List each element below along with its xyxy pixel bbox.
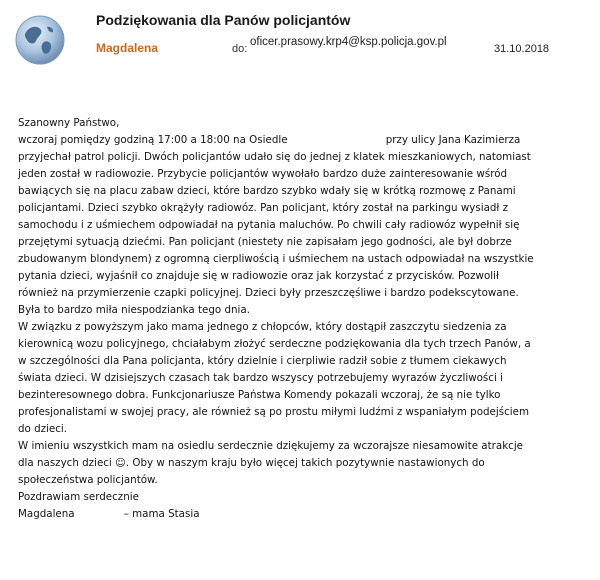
body-line: W związku z powyższym jako mama jednego z chłopców, który dostąpił zaszczytu siedzenia za [18,321,507,333]
body-line: również na przymierzenie czapki policyjnej. Dzieci były przeszczęśliwe i bardzo podekscytowane. [18,287,519,299]
body-line: zbudowanym blondynem) z ogromną cierpliwością i uśmiechem na ustach odpowiadał na wszystkie [18,253,534,265]
body-line: do dzieci. [18,423,68,435]
globe-icon [14,14,66,66]
body-line: świata dzieci. W dzisiejszych czasach tak bardzo wszyscy potrzebujemy wyrazów życzliwości i [18,372,503,384]
message-body [18,115,592,523]
body-line: W imieniu wszystkich mam na osiedlu serdecznie dziękujemy za wczorajsze niesamowite atrakcje [18,440,524,452]
message-subject: Podziękowania dla Panów policjantów [96,12,351,28]
body-line: dla naszych dzieci ☺. Oby w naszym kraju było więcej takich pozytywnie nastawionych do [18,457,485,469]
body-line: w szczególności dla Pana policjanta, który dzielnie i cierpliwie radził sobie z tłumem ciekawych [18,355,507,367]
message-date: 31.10.2018 [494,43,550,55]
body-line: bawiących się na placu zabaw dzieci, które bardzo szybko wdały się w krótką rozmowę z Panami [18,185,516,197]
body-line: Pozdrawiam serdecznie [18,491,139,503]
body-line: społeczeństwa policjantów. [18,474,158,486]
body-line: profesjonalistami w swojej pracy, ale również są po prostu miłymi ludźmi z wspaniałym podejściem [18,406,529,418]
body-line: kierownicą wozu policyjnego, chciałabym złożyć serdeczne podziękowania dla tych trzech Panów, a [18,338,531,350]
body-line: Magdalena – mama Stasia [18,508,200,520]
body-line: przejętymi sytuacją dziećmi. Pan policjant (niestety nie zapisałam jego godności, ale był dobrze [18,236,512,248]
body-line: samochodu i z uśmiechem odpowiadał na pytania maluchów. Po chwili cały radiowóz wypełnił się [18,219,520,231]
body-line: Była to bardzo miła niespodzianka tego dnia. [18,304,251,316]
body-line: jeden został w radiowozie. Przybycie policjantów wywołało bardzo duże zainteresowanie wśród [18,168,508,180]
body-line: Szanowny Państwo, [18,117,120,129]
recipient-address[interactable]: oficer.prasowy.krp4@ksp.policja.gov.pl [250,36,447,48]
body-line: przyjechał patrol policji. Dwóch policjantów udało się do jednej z klatek mieszkaniowych, natomiast [18,151,531,163]
body-line: bezinteresownego dobra. Funkcjonariusze Państwa Komendy pokazali wczoraj, że są nie tylko [18,389,501,401]
recipient-label: do: [232,43,248,55]
sender-name[interactable]: Magdalena [96,41,159,55]
body-line: pytania dzieci, wyjaśnił co znajduje się w radiowozie oraz jak korzystać z przycisków. Pozwolił [18,270,499,282]
message-header [0,0,600,90]
body-line: wczoraj pomiędzy godziną 17:00 a 18:00 na Osiedle przy ulicy Jana Kazimierza [18,134,521,146]
body-line: policjantami. Dzieci szybko okrążyły radiowóz. Pan policjant, który został na parkingu wysiadł z [18,202,509,214]
